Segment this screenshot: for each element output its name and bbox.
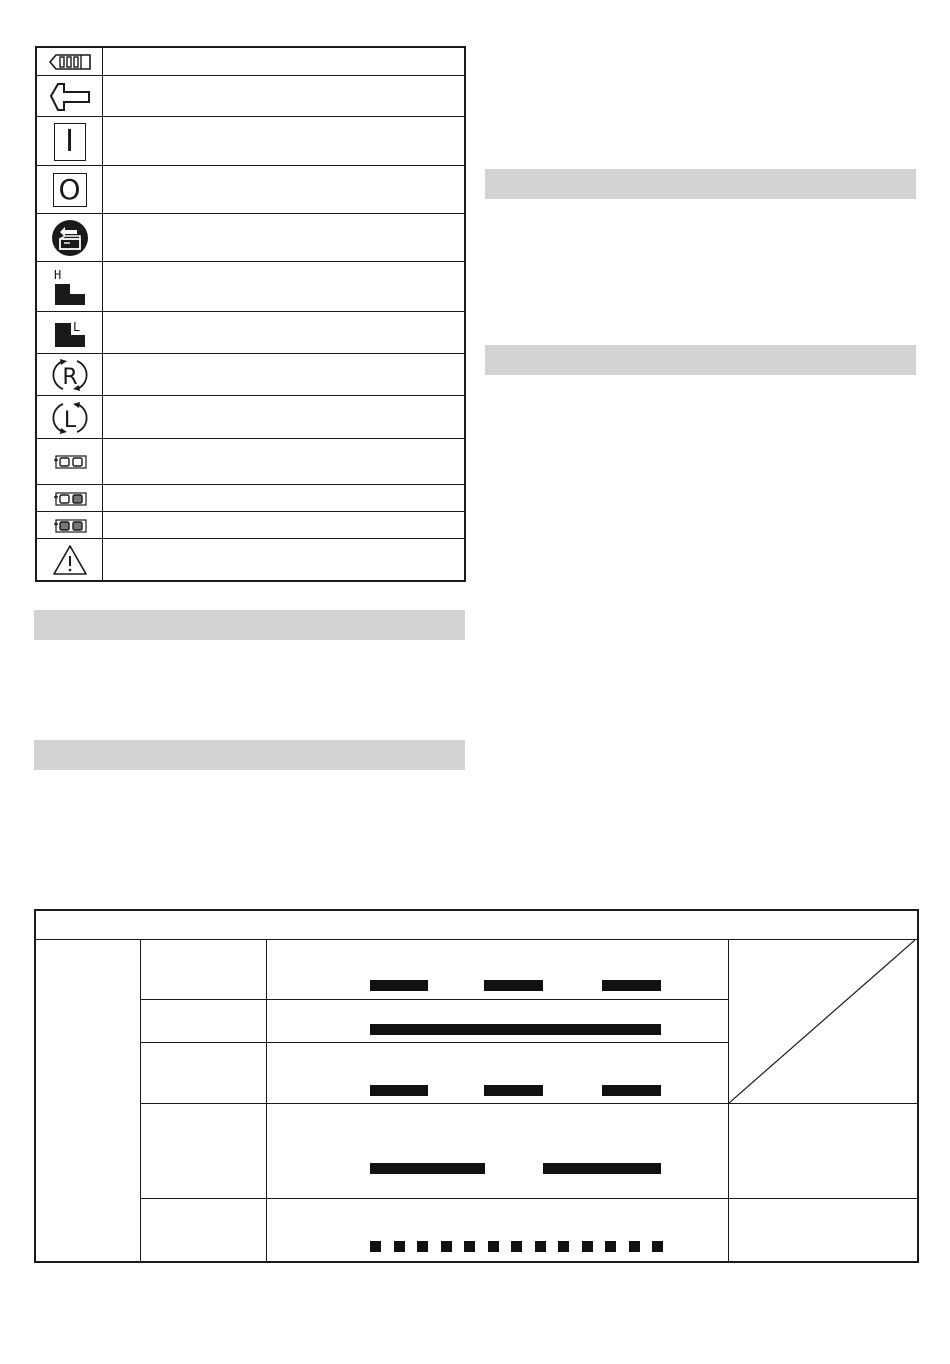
symbol-row — [37, 484, 464, 512]
symbol-description — [103, 48, 464, 75]
symbol-row — [37, 213, 464, 262]
high-gear-icon — [37, 262, 103, 312]
led-pattern-segment — [484, 980, 543, 991]
symbol-row — [37, 511, 464, 539]
section-header-left-2 — [34, 740, 465, 770]
power-off-icon — [37, 166, 103, 214]
row-divider — [141, 1103, 917, 1104]
symbol-description — [103, 354, 464, 396]
symbol-table — [35, 46, 466, 582]
column-divider — [140, 940, 141, 1261]
power-on-letter: I — [54, 123, 86, 161]
row-divider — [141, 1042, 728, 1043]
led-pattern-segment — [370, 1024, 661, 1035]
symbol-row — [37, 116, 464, 166]
battery-indicator-empty-icon — [37, 439, 103, 485]
battery-level-icon — [37, 48, 103, 75]
low-gear-letter: L — [72, 320, 80, 334]
symbol-row — [37, 353, 464, 396]
led-pattern-dot — [417, 1241, 428, 1252]
led-pattern-dot — [558, 1241, 569, 1252]
read-manual-icon — [37, 214, 103, 262]
symbol-description — [103, 539, 464, 581]
led-pattern-segment — [370, 1085, 428, 1096]
symbol-description — [103, 439, 464, 485]
warning-triangle-icon — [37, 539, 103, 581]
led-pattern-segment — [484, 1085, 543, 1096]
low-gear-icon — [37, 312, 103, 354]
led-pattern-segment — [370, 980, 428, 991]
section-header-right-1 — [485, 169, 916, 199]
section-header-right-2 — [485, 345, 916, 375]
led-pattern-dot — [652, 1241, 663, 1252]
led-pattern-dot — [464, 1241, 475, 1252]
battery-indicator-half-icon — [37, 485, 103, 512]
power-on-icon — [37, 117, 103, 166]
symbol-row — [37, 165, 464, 214]
led-pattern-dot — [441, 1241, 452, 1252]
column-divider — [266, 940, 267, 1261]
symbol-row — [37, 311, 464, 354]
not-applicable-diagonal — [729, 940, 915, 1103]
rotation-right-icon — [37, 354, 103, 396]
section-header-left-1 — [34, 610, 465, 640]
led-pattern-segment — [602, 1085, 661, 1096]
symbol-row — [37, 538, 464, 581]
rotation-right-letter: R — [61, 365, 78, 390]
symbol-description — [103, 117, 464, 166]
symbol-description — [103, 214, 464, 262]
battery-indicator-full-icon — [37, 512, 103, 539]
symbol-description — [103, 512, 464, 539]
symbol-description — [103, 312, 464, 354]
symbol-description — [103, 76, 464, 117]
symbol-row — [37, 75, 464, 117]
led-pattern-dot — [582, 1241, 593, 1252]
led-pattern-dot — [629, 1241, 640, 1252]
led-pattern-dot — [605, 1241, 616, 1252]
led-pattern-dot — [370, 1241, 381, 1252]
led-pattern-dot — [511, 1241, 522, 1252]
led-pattern-segment — [602, 980, 661, 991]
symbol-description — [103, 396, 464, 439]
rotation-left-icon — [37, 396, 103, 439]
symbol-row — [37, 261, 464, 312]
led-pattern-segment — [370, 1163, 485, 1174]
led-pattern-dot — [488, 1241, 499, 1252]
high-gear-letter: H — [53, 268, 61, 282]
led-pattern-dot — [394, 1241, 405, 1252]
hammer-mode-icon — [37, 76, 103, 117]
symbol-description — [103, 262, 464, 312]
row-divider — [141, 1198, 917, 1199]
symbol-row — [37, 438, 464, 485]
symbol-description — [103, 485, 464, 512]
rotation-left-letter: L — [63, 407, 76, 433]
symbol-row — [37, 48, 464, 75]
row-divider — [141, 999, 728, 1000]
symbol-description — [103, 166, 464, 214]
led-pattern-dot — [535, 1241, 546, 1252]
symbol-row — [37, 395, 464, 439]
led-pattern-segment — [543, 1163, 661, 1174]
power-off-letter: O — [53, 173, 87, 207]
led-status-table — [34, 909, 919, 1263]
